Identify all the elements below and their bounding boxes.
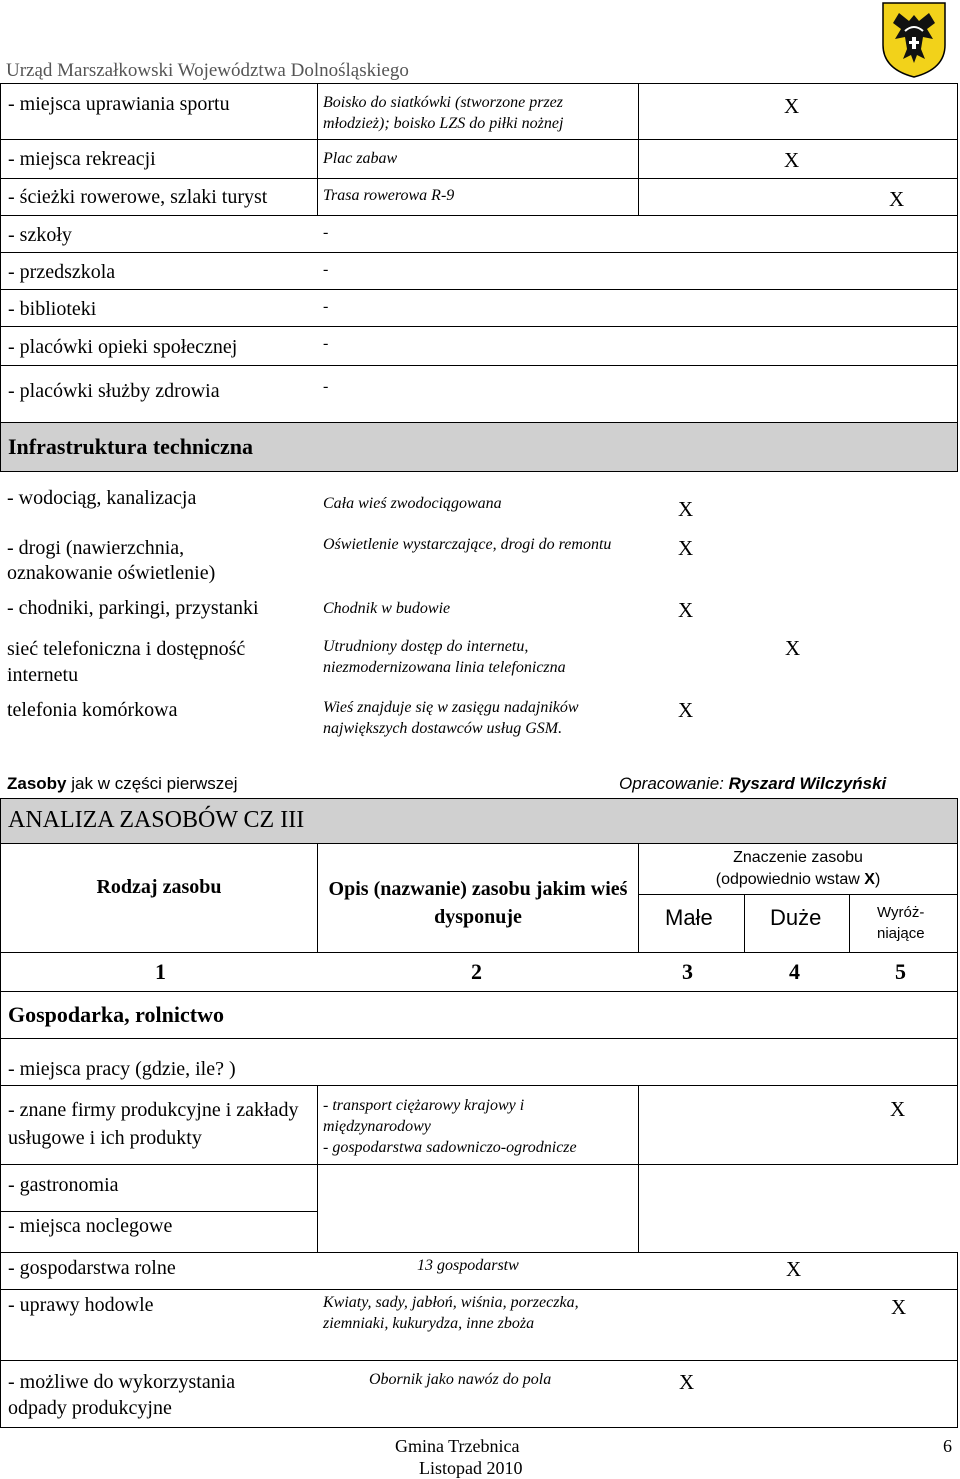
author-prefix: Opracowanie: (619, 774, 724, 793)
table-row (0, 1211, 318, 1253)
row-label: - szkoły (8, 224, 72, 246)
row-label: - gospodarstwa rolne (8, 1257, 176, 1279)
row-desc: Plac zabaw (323, 150, 398, 167)
row-label: - gastronomia (8, 1174, 119, 1196)
row-desc: Utrudniony dostęp do internetu, niezmodernizowana linia telefoniczna (323, 638, 566, 676)
row-label: telefonia komórkowa (7, 699, 178, 721)
col-number: 2 (471, 959, 482, 984)
col-number: 5 (895, 959, 906, 984)
numbers-row (0, 952, 958, 992)
row-desc: - (323, 298, 329, 315)
resources-note (7, 774, 238, 794)
row-desc: 13 gospodarstw (417, 1257, 519, 1274)
row-desc-cell (317, 83, 639, 140)
row-desc: Trasa rowerowa R-9 (323, 187, 455, 204)
row-mark: X (678, 536, 694, 560)
row-label: - przedszkola (8, 261, 116, 283)
row-label: sieć telefoniczna i dostępność internetu (7, 638, 246, 686)
row-label: - możliwe do wykorzystania odpady produkcyjne (8, 1371, 236, 1419)
row-label: - miejsca rekreacji (8, 148, 156, 170)
row-label: - uprawy hodowle (8, 1294, 154, 1316)
row-label: - chodniki, parkingi, przystanki (7, 597, 259, 619)
row-mark: X (678, 698, 694, 722)
row-desc: Oświetlenie wystarczające, drogi do remontu (323, 536, 612, 553)
row-mark: X (889, 187, 905, 211)
table-row (0, 1252, 958, 1290)
header-outstanding-2: niające (877, 925, 925, 942)
table-row (0, 289, 958, 327)
row-mark: X (678, 598, 694, 622)
header-small: Małe (665, 905, 713, 930)
coat-of-arms-emblem (881, 1, 947, 79)
hint-x: X (864, 871, 875, 888)
row-desc: - (323, 335, 329, 352)
row-mark: X (890, 1097, 906, 1121)
author-name: Ryszard Wilczyński (728, 774, 887, 793)
row-mark: X (784, 94, 800, 118)
table-row (0, 1164, 318, 1212)
page-number: 6 (943, 1436, 952, 1456)
resources-note-text: jak w części pierwszej (71, 774, 238, 793)
row-desc: - transport ciężarowy krajowy i międzynarodowy - gospodarstwa sadowniczo-ogrodnicze (323, 1097, 577, 1156)
row-mark: X (678, 497, 694, 521)
header-significance-title: Znaczenie zasobu (733, 849, 863, 866)
author-line (619, 774, 886, 794)
header-description: Opis (nazwanie) zasobu jakim wieś dysponuje (328, 878, 628, 928)
analysis-title-bar (0, 798, 958, 844)
section-title: Infrastruktura techniczna (8, 434, 254, 459)
section-title: Gospodarka, rolnictwo (8, 1002, 224, 1027)
row-mark-cell (638, 178, 958, 216)
row-label: - znane firmy produkcyjne i zakłady usługowe i ich produkty (8, 1099, 299, 1149)
row-label: - miejsca noclegowe (8, 1215, 173, 1237)
row-label: - miejsca uprawiania sportu (8, 93, 230, 115)
row-label: - placówki opieki społecznej (8, 336, 238, 358)
row-desc: Chodnik w budowie (323, 600, 451, 617)
row-desc: Obornik jako nawóz do pola (369, 1371, 552, 1388)
resources-note-bold: Zasoby (7, 774, 67, 793)
table-row (0, 1289, 958, 1361)
hint-prefix: (odpowiednio wstaw (715, 871, 860, 888)
table-row (0, 1038, 958, 1086)
row-desc: - (323, 261, 329, 278)
col-number: 1 (155, 959, 166, 984)
row-desc: Kwiaty, sady, jabłoń, wiśnia, porzeczka, ziemniaki, kukurydza, inne zboża (323, 1294, 579, 1332)
row-mark: X (784, 148, 800, 172)
header-significance-hint (638, 871, 958, 889)
row-mark: X (679, 1370, 695, 1394)
row-mark: X (785, 636, 801, 660)
row-desc-cell (317, 139, 639, 179)
row-label: - wodociąg, kanalizacja (7, 487, 197, 509)
row-desc-cell (317, 178, 639, 216)
table-row (0, 365, 958, 423)
row-label: - ścieżki rowerowe, szlaki turyst (8, 186, 268, 208)
row-label: - placówki służby zdrowia (8, 380, 220, 402)
header-outstanding-1: Wyróż- (877, 904, 925, 921)
section-header (0, 991, 958, 1039)
analysis-title: ANALIZA ZASOBÓW CZ III (8, 807, 305, 833)
section-header (0, 422, 958, 472)
row-desc: - (323, 378, 329, 395)
hint-suffix: ) (874, 871, 881, 888)
row-desc: Cała wieś zwodociągowana (323, 495, 502, 512)
row-desc-cell (317, 1085, 639, 1253)
table-row (0, 326, 958, 366)
col-number: 4 (789, 959, 800, 984)
row-desc: Boisko do siatkówki (stworzone przez młodzież); boisko LZS do piłki nożnej (323, 94, 564, 132)
col-number: 3 (682, 959, 693, 984)
row-mark-cell (638, 83, 958, 140)
header-large: Duże (770, 905, 822, 930)
row-label: - miejsca pracy (gdzie, ile? ) (8, 1058, 236, 1080)
table-row (0, 215, 958, 253)
row-desc: Wieś znajduje się w zasięgu nadajników największych dostawców usług GSM. (323, 699, 579, 737)
row-mark-cell (638, 139, 958, 179)
table-row (0, 1360, 958, 1428)
row-desc: - (323, 224, 329, 241)
row-label: - drogi (nawierzchnia, oznakowanie oświetlenie) (7, 537, 216, 584)
table-row (0, 252, 958, 290)
footer-municipality: Gmina Trzebnica (395, 1436, 520, 1456)
footer-date: Listopad 2010 (419, 1458, 523, 1478)
row-mark: X (891, 1295, 907, 1319)
office-header: Urząd Marszałkowski Województwa Dolnośląskiego (6, 60, 409, 81)
row-mark: X (786, 1257, 802, 1281)
row-label: - biblioteki (8, 298, 97, 320)
header-resource-type: Rodzaj zasobu (96, 876, 222, 898)
